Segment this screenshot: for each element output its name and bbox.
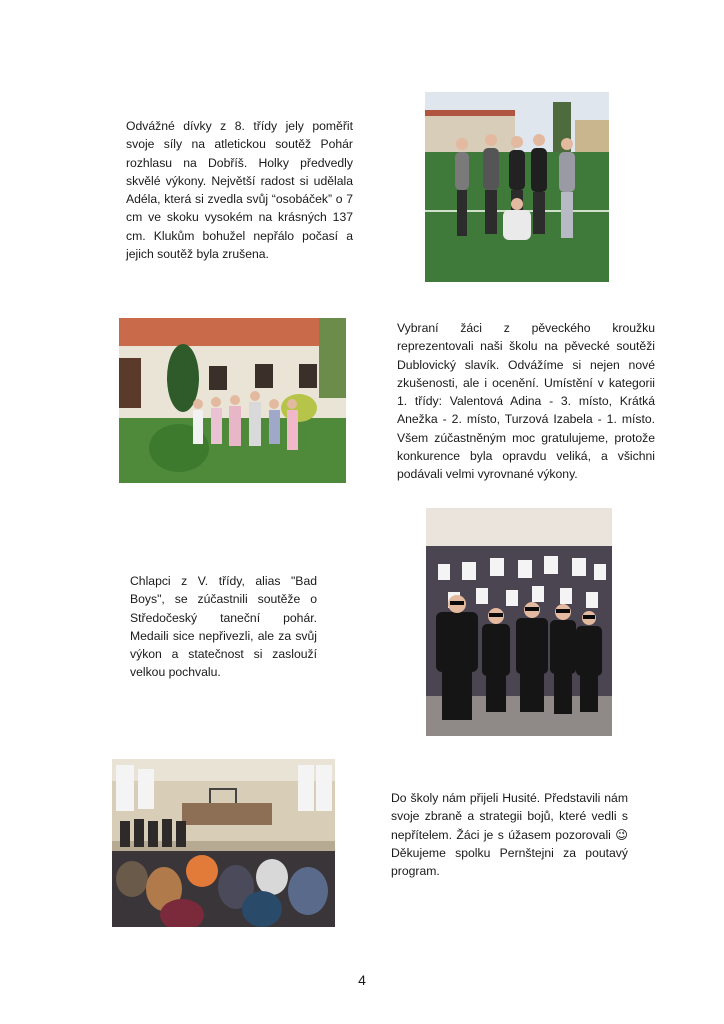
- article-2-text: Vybraní žáci z pěveckého kroužku reprezentovali naši školu na pěvecké soutěži Dublovický slavík. Odvážíme si nejen nové zkušenosti, ale i ocenění. Umístění v kategorii 1. třídy: Valentová Adina - 3. místo, Krátká Anežka - 2. místo, Turzová Izabela - 1. místo. Všem zúčastněným moc gratulujeme, protože konkurence byla opravdu veliká, a všichni podávali velmi vyrovnané výkony.: [397, 321, 655, 482]
- page-number: 4: [358, 972, 366, 988]
- photo-bad-boys: [426, 508, 612, 736]
- article-4-text-after: Děkujeme spolku Pernštejni za poutavý program.: [391, 845, 628, 879]
- photo-singers-school: [119, 318, 346, 483]
- wink-emoji-icon: 😉: [615, 827, 628, 842]
- photo-hussites-gym: [112, 759, 335, 927]
- article-4-text-before: Do školy nám přijeli Husité. Představili nám svoje zbraně a strategii bojů, které vedli s nepřítelem. Žáci je s úžasem pozorovali: [391, 791, 628, 842]
- article-4-text: [391, 789, 628, 880]
- article-1-text: Odvážné dívky z 8. třídy jely poměřit svoje síly na atletickou soutěž Pohár rozhlasu na Dobříš. Holky předvedly skvělé výkony. Největší radost si udělala Adéla, která si zvedla svůj “osobáček” o 7 cm ve skoku vysokém na krásných 137 cm. Klukům bohužel nepřálo počasí a jejich soutěž byla zrušena.: [126, 119, 353, 262]
- article-3-text: Chlapci z V. třídy, alias "Bad Boys", se zúčastnili soutěže o Středočeský taneční pohár. Medaili sice nepřivezli, ale za svůj výkon a statečnost si zaslouží velkou pochvalu.: [130, 574, 317, 680]
- photo-girls-athletics: [425, 92, 609, 282]
